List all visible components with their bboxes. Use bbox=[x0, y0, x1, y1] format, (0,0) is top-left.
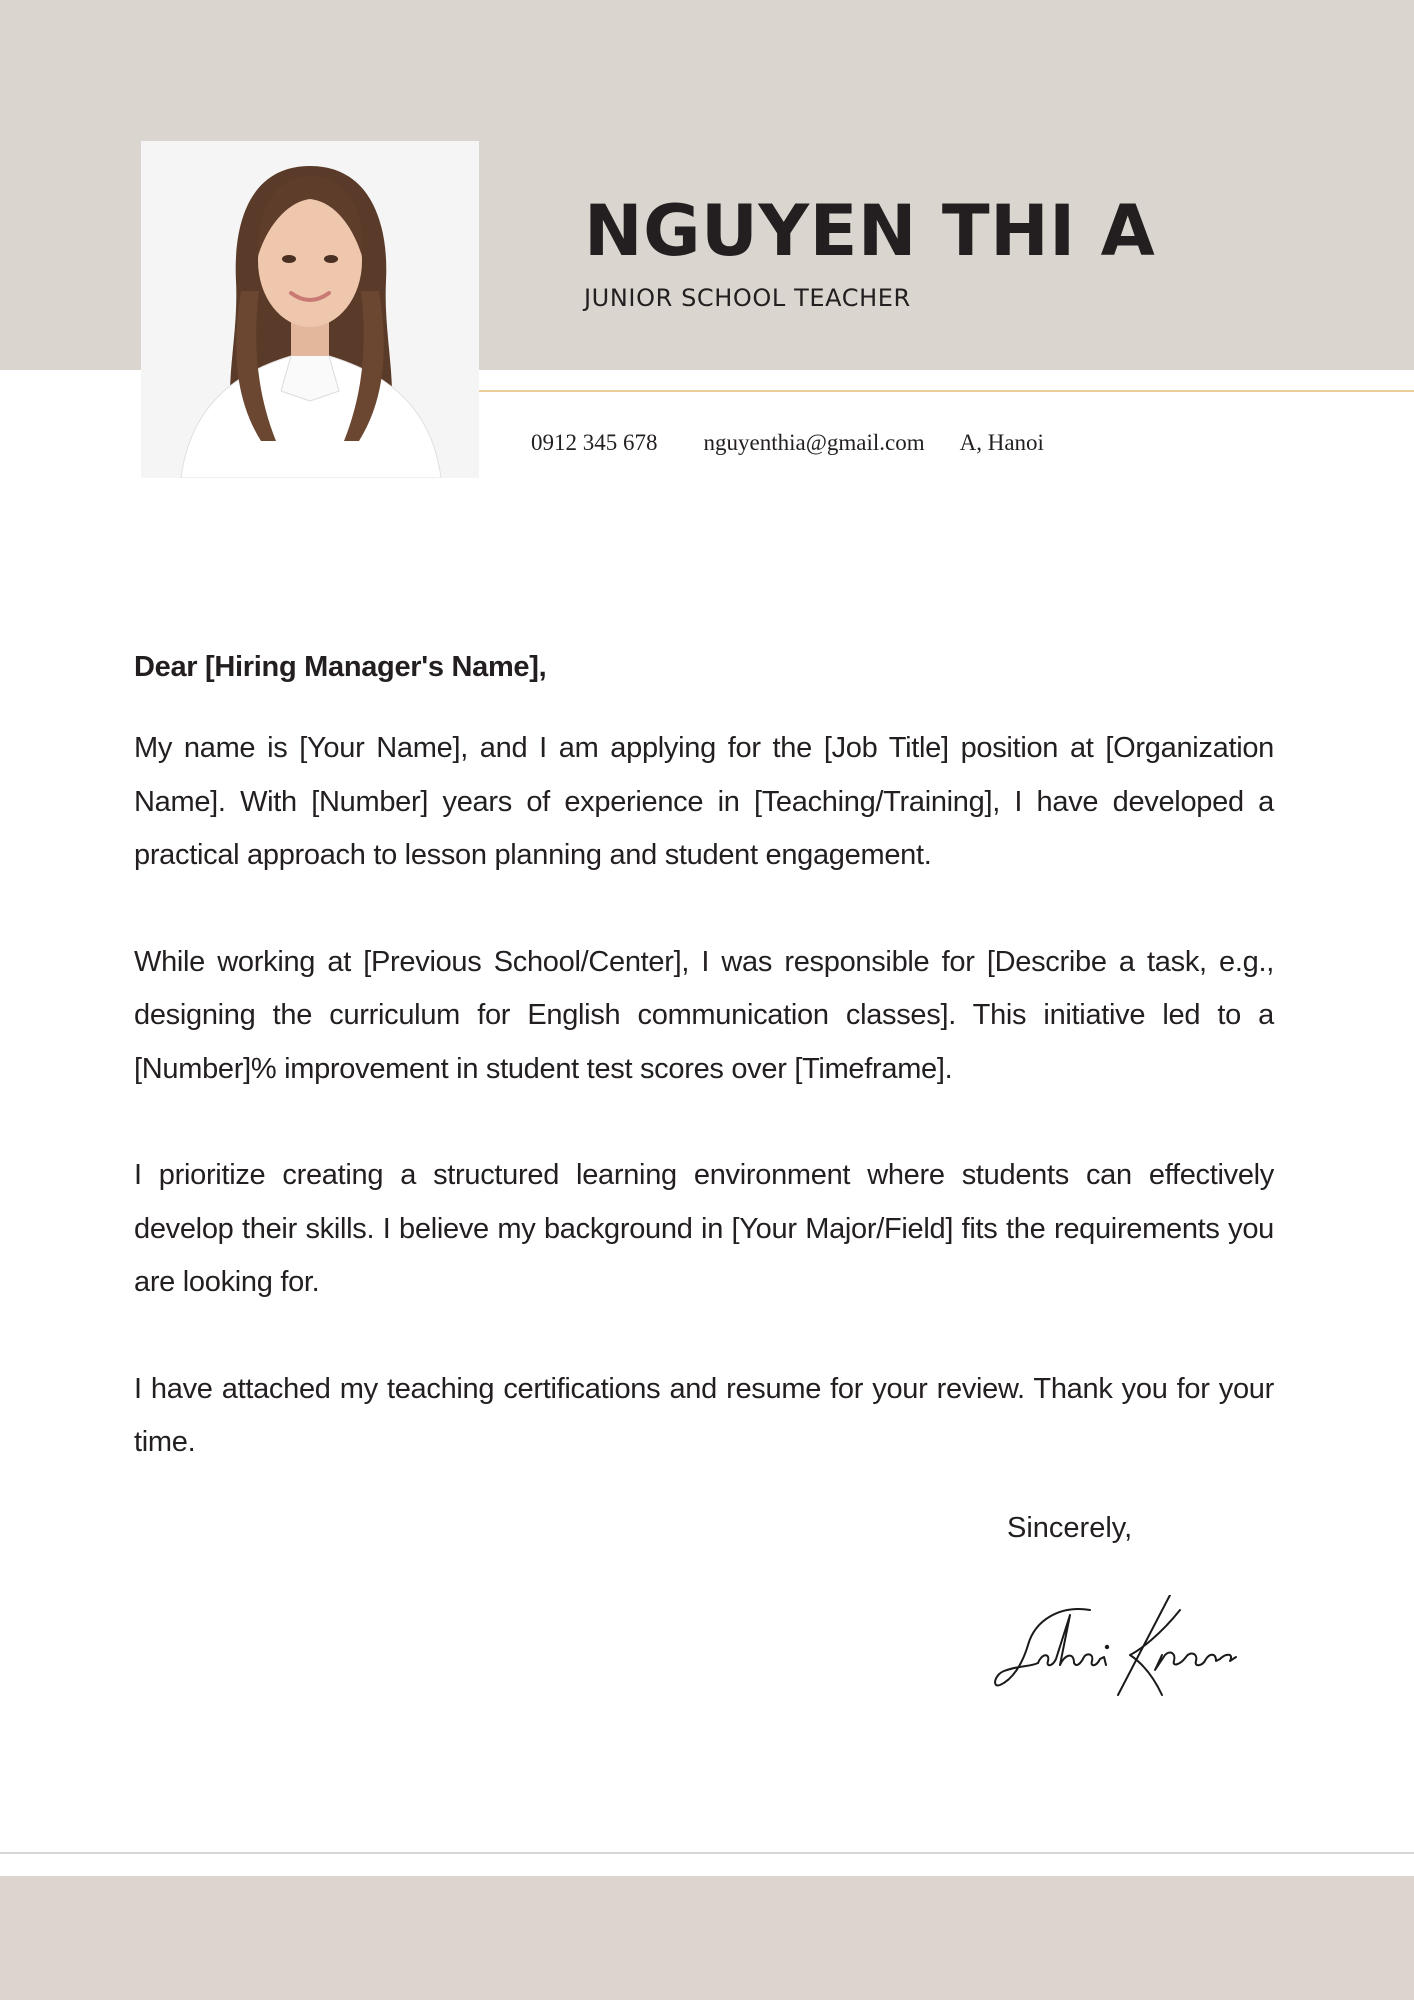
paragraph-approach: I prioritize creating a structured learning environment where students can effectively develop their skills. I believe my background in [Your Major/Field] fits the requirements you are looking for. bbox=[134, 1159, 1274, 1298]
job-title: JUNIOR SCHOOL TEACHER bbox=[584, 284, 911, 312]
applicant-name: NGUYEN THI A bbox=[584, 190, 1156, 272]
phone-number[interactable]: 0912 345 678 bbox=[531, 430, 658, 455]
email-address[interactable]: nguyenthia@gmail.com bbox=[703, 430, 925, 455]
address: A, Hanoi bbox=[959, 430, 1044, 455]
footer-band bbox=[0, 1876, 1414, 2000]
footer-divider bbox=[0, 1852, 1414, 1854]
signature-icon bbox=[990, 1595, 1270, 1705]
portrait-image-icon bbox=[141, 141, 479, 478]
paragraph-closing: I have attached my teaching certifications and resume for your review. Thank you for your time. bbox=[134, 1372, 1274, 1458]
closing-salutation: Sincerely, bbox=[1007, 1512, 1133, 1544]
accent-divider bbox=[479, 390, 1414, 392]
paragraph-experience: While working at [Previous School/Center], I was responsible for [Describe a task, e.g., designing the curriculum for English communication classes]. This initiative led to a [Number]% improvement in student test scores over [Timeframe]. bbox=[134, 945, 1274, 1085]
contact-info bbox=[531, 430, 1044, 456]
greeting: Dear [Hiring Manager's Name], bbox=[134, 651, 547, 683]
letter-body bbox=[134, 645, 1274, 1470]
paragraph-intro: My name is [Your Name], and I am applying for the [Job Title] position at [Organization Name]. With [Number] years of experience in [Teaching/Training], I have developed a practical approach to lesson planning and student engagement. bbox=[134, 732, 1274, 871]
profile-photo bbox=[141, 141, 479, 478]
